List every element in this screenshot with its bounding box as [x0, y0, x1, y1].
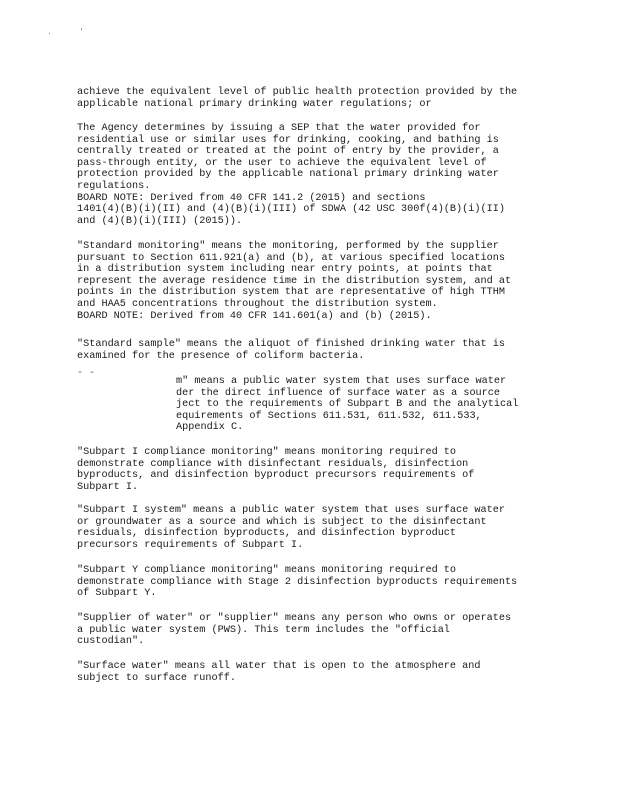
scan-mark: .: [47, 28, 52, 37]
paragraph-standard-monitoring: "Standard monitoring" means the monitoring, performed by the supplier pursuant to Section 611.921(a) and (b), at various specified locations in a distribution system including near entry points, at points that represent the average residence time in the distribution system, and at points in the distribution system that are representative of high TTHM and HAA5 concentrations throughout the distribution system. BOARD NOTE: Derived from 40 CFR 141.601(a) and (b) (2015).: [77, 241, 512, 322]
dash-mark: - -: [77, 368, 96, 379]
paragraph-subpart-y-compliance: "Subpart Y compliance monitoring" means monitoring required to demonstrate compliance with Stage 2 disinfection byproducts requirements of Subpart Y.: [77, 565, 518, 600]
paragraph-obscured-definition: m" means a public water system that uses surface water der the direct influence of surface water as a source ject to the requirements of Subpart B and the analytical equirements of Sections 611.531, 611.532, 611.533, Appendix C.: [176, 376, 519, 434]
paragraph-subpart-i-system: "Subpart I system" means a public water system that uses surface water or groundwater as a source and which is subject to the disinfectant residuals, disinfection byproducts, and disinfection byproduct precursors requirements of Subpart I.: [77, 505, 505, 551]
paragraph-subpart-i-compliance: "Subpart I compliance monitoring" means monitoring required to demonstrate compliance with disinfectant residuals, disinfection byproducts, and disinfection byproduct precursors requirements of Subpart I.: [77, 447, 475, 493]
paragraph-agency-sep: The Agency determines by issuing a SEP that the water provided for residential use or similar uses for drinking, cooking, and bathing is centrally treated or treated at the point of entry by the provider, a pass-through entity, or the user to achieve the equivalent level of protection provided by the applicable national primary drinking water regulations. BOARD NOTE: Derived from 40 CFR 141.2 (2015) and sections 1401(4)(B)(i)(II) and (4)(B)(i)(III) of SDWA (42 USC 300f(4)(B)(i)(II) and (4)(B)(i)(III) (2015)).: [77, 123, 505, 227]
paragraph-equivalent-protection: achieve the equivalent level of public health protection provided by the applicable national primary drinking water regulations; or: [77, 87, 518, 110]
scan-mark: ': [79, 28, 84, 37]
paragraph-standard-sample: "Standard sample" means the aliquot of finished drinking water that is examined for the presence of coliform bacteria.: [77, 339, 505, 362]
paragraph-supplier-of-water: "Supplier of water" or "supplier" means any person who owns or operates a public water system (PWS). This term includes the "official custodian".: [77, 613, 512, 648]
paragraph-surface-water: "Surface water" means all water that is open to the atmosphere and subject to surface runoff.: [77, 661, 481, 684]
